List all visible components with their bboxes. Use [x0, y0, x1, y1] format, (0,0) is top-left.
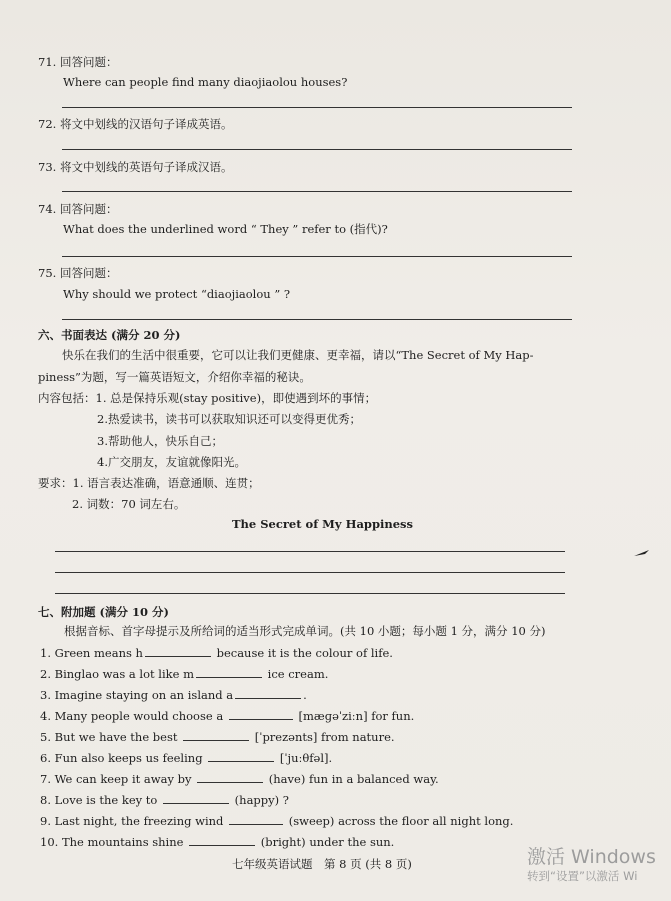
fill-blank-10[interactable] — [189, 834, 255, 846]
pen-mark-icon — [633, 548, 651, 558]
extra-heading: 七、附加题 (满分 10 分) — [38, 605, 169, 619]
fill-item-3: 3. Imagine staying on an island a . — [40, 688, 307, 702]
essay-line-2[interactable] — [55, 572, 565, 573]
fill-blank-8[interactable] — [163, 792, 229, 804]
fill-blank-5[interactable] — [183, 729, 249, 741]
fill-blank-4[interactable] — [229, 708, 293, 720]
essay-line-3[interactable] — [55, 593, 565, 594]
writing-intro-line1: 快乐在我们的生活中很重要，它可以让我们更健康、更幸福，请以“The Secret of My Hap- — [62, 348, 534, 362]
fill-item-4: 4. Many people would choose a [mæɡəˈziːn] for fun. — [40, 709, 415, 723]
fill-blank-1[interactable] — [145, 645, 211, 657]
content-point-3: 3.帮助他人，快乐自己； — [97, 434, 223, 448]
question-71-label: 71. 回答问题： — [38, 55, 118, 69]
requirement-2: 2. 词数：70 词左右。 — [72, 497, 186, 511]
fill-blank-7[interactable] — [197, 771, 263, 783]
fill-item-10: 10. The mountains shine (bright) under the sun. — [40, 835, 395, 849]
writing-heading: 六、书面表达 (满分 20 分) — [38, 328, 181, 342]
page-footer: 七年级英语试题 第 8 页 (共 8 页) — [232, 857, 412, 871]
answer-line-72[interactable] — [62, 149, 572, 150]
fill-item-2: 2. Binglao was a lot like m ice cream. — [40, 667, 329, 681]
question-73-label: 73. 将文中划线的英语句子译成汉语。 — [38, 160, 233, 174]
fill-item-7: 7. We can keep it away by (have) fun in a balanced way. — [40, 772, 439, 786]
question-71-text: Where can people find many diaojiaolou houses? — [63, 75, 348, 89]
question-72-label: 72. 将文中划线的汉语句子译成英语。 — [38, 117, 233, 131]
question-75-label: 75. 回答问题： — [38, 266, 118, 280]
answer-line-71[interactable] — [62, 107, 572, 108]
answer-line-74[interactable] — [62, 256, 572, 257]
fill-blank-3[interactable] — [235, 687, 301, 699]
question-74-text: What does the underlined word “ They ” refer to (指代)? — [63, 222, 388, 236]
fill-blank-9[interactable] — [229, 813, 283, 825]
fill-item-9: 9. Last night, the freezing wind (sweep) across the floor all night long. — [40, 814, 514, 828]
essay-title: The Secret of My Happiness — [232, 517, 413, 531]
content-point-4: 4.广交朋友，友谊就像阳光。 — [97, 455, 246, 469]
extra-instruction: 根据音标、首字母提示及所给词的适当形式完成单词。(共 10 小题；每小题 1 分，满分 10 分) — [64, 624, 546, 638]
fill-blank-6[interactable] — [208, 750, 274, 762]
fill-blank-2[interactable] — [196, 666, 262, 678]
answer-line-73[interactable] — [62, 191, 572, 192]
answer-line-75[interactable] — [62, 319, 572, 320]
essay-line-1[interactable] — [55, 551, 565, 552]
question-75-text: Why should we protect “diaojiaolou ” ? — [63, 287, 291, 301]
fill-item-6: 6. Fun also keeps us feeling [ˈjuːθfəl]. — [40, 751, 333, 765]
requirement-1: 要求：1. 语言表达准确，语意通顺、连贯； — [38, 476, 260, 490]
fill-item-1: 1. Green means h because it is the colour of life. — [40, 646, 393, 660]
question-74-label: 74. 回答问题： — [38, 202, 118, 216]
activate-windows-watermark: 激活 Windows — [527, 846, 656, 868]
content-point-2: 2.热爱读书，读书可以获取知识还可以变得更优秀； — [97, 412, 361, 426]
fill-item-5: 5. But we have the best [ˈprezənts] from nature. — [40, 730, 395, 744]
activate-windows-subtext: 转到“设置”以激活 Wi — [527, 869, 638, 883]
content-point-1: 内容包括：1. 总是保持乐观(stay positive)，即使遇到坏的事情； — [38, 391, 377, 405]
writing-intro-line2: piness”为题，写一篇英语短文，介绍你幸福的秘诀。 — [38, 370, 311, 384]
fill-item-8: 8. Love is the key to (happy) ? — [40, 793, 289, 807]
